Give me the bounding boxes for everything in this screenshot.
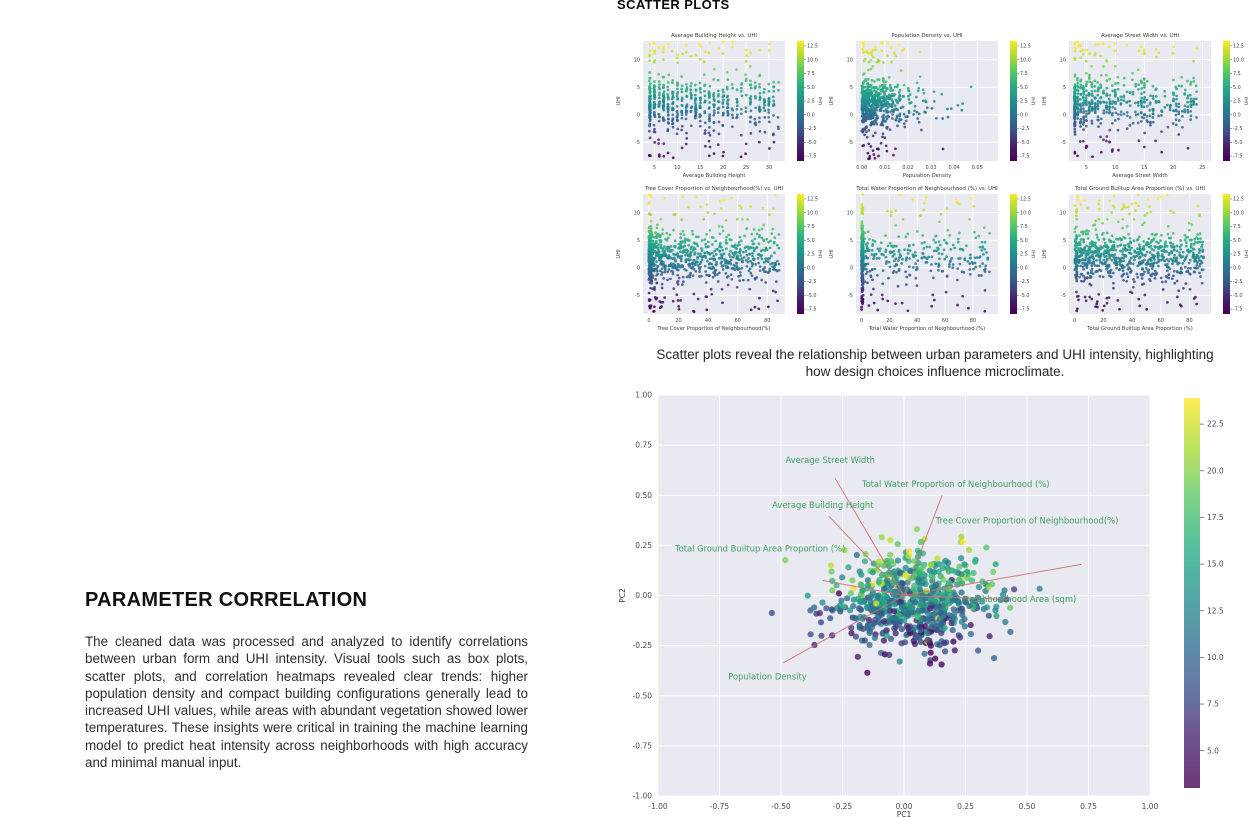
colorbar-tick-label: 12.5 bbox=[1233, 196, 1244, 203]
x-tick-label: 5 bbox=[652, 165, 657, 171]
colorbar-tick-label: 0.0 bbox=[1020, 265, 1028, 272]
x-tick-label: 20 bbox=[886, 318, 893, 324]
y-tick-label: 10 bbox=[1059, 57, 1066, 64]
x-tick-label: -0.75 bbox=[709, 802, 730, 811]
colorbar-tick-label: 10.0 bbox=[807, 210, 818, 217]
x-tick-label: 25 bbox=[1199, 165, 1206, 171]
colorbar-tick-label: -7.5 bbox=[1233, 306, 1243, 313]
y-tick-label: 5 bbox=[849, 238, 853, 245]
y-axis-title: PC2 bbox=[618, 588, 627, 603]
y-tick-label: 5 bbox=[1062, 85, 1066, 92]
colorbar-tick-label: 12.5 bbox=[1020, 43, 1031, 50]
scatter-water-proportion-vs-uhi-container bbox=[826, 182, 1039, 335]
colorbar bbox=[1184, 398, 1200, 788]
y-tick-label: 0.25 bbox=[635, 540, 652, 550]
colorbar-tick-label: 2.5 bbox=[1020, 251, 1028, 258]
colorbar-title: UHI bbox=[1032, 96, 1037, 106]
colorbar-tick-label: -2.5 bbox=[1233, 279, 1243, 286]
colorbar-title: UHI bbox=[819, 249, 824, 259]
y-axis-title: UHI bbox=[829, 96, 835, 106]
x-tick-label: 40 bbox=[704, 318, 712, 324]
y-tick-label: 0.75 bbox=[635, 440, 652, 450]
colorbar-tick-label: -5.0 bbox=[1233, 139, 1243, 146]
y-tick-label: -5 bbox=[1061, 140, 1066, 147]
y-tick-label: 0.00 bbox=[635, 591, 652, 601]
scatter-population-density-vs-uhi bbox=[826, 29, 1039, 181]
colorbar-tick-label: 5.0 bbox=[807, 237, 815, 244]
scatter-tree-cover-vs-uhi-container bbox=[613, 182, 826, 335]
colorbar-tick-label: -7.5 bbox=[807, 153, 817, 160]
colorbar-tick-label: -7.5 bbox=[1020, 153, 1030, 160]
colorbar-tick-label: -5.0 bbox=[1020, 292, 1030, 299]
colorbar-tick-label: 22.5 bbox=[1207, 419, 1224, 429]
chart-title: Average Street Width vs. UHI bbox=[1100, 33, 1180, 39]
x-tick-label: 0.01 bbox=[879, 165, 891, 171]
y-axis-title: UHI bbox=[1042, 249, 1048, 259]
parameter-correlation-body: The cleaned data was processed and analyzed to identify correlations between urban form and UHI intensity. Visual tools such as box plots, scatter plots, and correlation heatmaps revealed clear trends: higher population density and compact building configurations generally lead to increased UHI values, while areas with abundant vegetation showed lower temperatures. These insights were critical in training the machine learning model to predict heat intensity across neighborhoods with high accuracy and minimal manual input. bbox=[85, 634, 528, 771]
loading-label: Neighbourhood Area (sqm) bbox=[962, 594, 1077, 605]
y-axis-title: UHI bbox=[829, 249, 835, 259]
loading-label: Average Street Width bbox=[785, 455, 875, 466]
x-tick-label: 0.50 bbox=[1018, 802, 1036, 811]
colorbar-tick-label: 12.5 bbox=[1233, 43, 1244, 50]
x-tick-label: -0.50 bbox=[771, 802, 791, 811]
colorbar-tick-label: -7.5 bbox=[1233, 153, 1243, 160]
x-tick-label: 0.05 bbox=[971, 165, 983, 171]
section-title-parameter-correlation: PARAMETER CORRELATION bbox=[85, 589, 368, 611]
x-tick-label: 0 bbox=[859, 318, 864, 324]
colorbar-tick-label: 12.5 bbox=[807, 43, 818, 50]
x-axis-title: Total Ground Builtup Area Proportion (%) bbox=[1087, 326, 1193, 332]
colorbar bbox=[1223, 194, 1230, 314]
x-tick-label: 30 bbox=[765, 165, 773, 171]
colorbar-tick-label: -7.5 bbox=[807, 306, 817, 313]
colorbar-tick-label: 10.0 bbox=[1207, 652, 1224, 662]
colorbar-tick-label: 7.5 bbox=[1020, 71, 1028, 78]
colorbar bbox=[797, 194, 804, 314]
y-tick-label: -0.75 bbox=[632, 741, 652, 751]
x-tick-label: 0.04 bbox=[948, 165, 960, 171]
y-tick-label: -5 bbox=[848, 293, 853, 300]
x-tick-label: 20 bbox=[1170, 165, 1177, 171]
x-tick-label: 0.00 bbox=[895, 802, 913, 811]
colorbar-tick-label: 5.0 bbox=[1233, 84, 1241, 91]
y-tick-label: 0 bbox=[636, 265, 640, 272]
x-tick-label: 80 bbox=[1186, 318, 1193, 324]
x-tick-label: 60 bbox=[1157, 318, 1164, 324]
y-axis-title: UHI bbox=[616, 249, 622, 259]
colorbar-tick-label: 2.5 bbox=[807, 251, 815, 258]
x-tick-label: 0.02 bbox=[902, 165, 914, 171]
x-tick-label: 20 bbox=[675, 318, 682, 324]
y-tick-label: 0.50 bbox=[635, 490, 652, 500]
parameter-correlation-section bbox=[85, 589, 528, 771]
x-tick-label: 5 bbox=[1084, 165, 1088, 171]
x-tick-label: 15 bbox=[697, 165, 704, 171]
colorbar-tick-label: -2.5 bbox=[807, 279, 817, 286]
x-tick-label: 0 bbox=[1073, 318, 1077, 324]
y-tick-label: 5 bbox=[849, 85, 853, 92]
colorbar bbox=[797, 41, 804, 161]
colorbar-tick-label: 7.5 bbox=[1233, 71, 1241, 78]
y-tick-label: -5 bbox=[1061, 293, 1066, 300]
x-axis-title: Average Building Height bbox=[682, 173, 746, 179]
colorbar-tick-label: 10.0 bbox=[1020, 210, 1031, 217]
scatter-building-height-vs-uhi-container bbox=[613, 29, 826, 182]
y-tick-label: 5 bbox=[1062, 238, 1066, 245]
y-tick-label: 10 bbox=[633, 57, 640, 64]
colorbar-tick-label: -5.0 bbox=[807, 292, 817, 299]
y-tick-label: 0 bbox=[849, 265, 853, 272]
colorbar-tick-label: 5.0 bbox=[1233, 237, 1241, 244]
colorbar-tick-label: 0.0 bbox=[1020, 112, 1028, 119]
y-tick-label: -1.00 bbox=[632, 791, 652, 801]
colorbar-tick-label: 0.0 bbox=[1233, 265, 1241, 272]
colorbar-tick-label: 7.5 bbox=[807, 224, 815, 231]
colorbar-tick-label: 0.0 bbox=[807, 112, 815, 119]
colorbar-tick-label: 20.0 bbox=[1207, 466, 1224, 476]
y-tick-label: 10 bbox=[633, 210, 640, 217]
y-axis-title: UHI bbox=[616, 96, 622, 106]
colorbar-tick-label: -2.5 bbox=[1233, 126, 1243, 133]
colorbar-tick-label: 2.5 bbox=[1020, 98, 1028, 105]
x-axis-title: Population Density bbox=[902, 173, 952, 179]
scatter-street-width-vs-uhi-container bbox=[1039, 29, 1252, 182]
colorbar-tick-label: -5.0 bbox=[1233, 292, 1243, 299]
y-tick-label: 10 bbox=[846, 210, 853, 217]
colorbar-title: UHI bbox=[1245, 96, 1250, 106]
x-tick-label: 0.25 bbox=[957, 802, 974, 811]
x-tick-label: 0.00 bbox=[856, 165, 868, 171]
colorbar bbox=[1010, 41, 1017, 161]
x-tick-label: 0 bbox=[647, 318, 651, 324]
colorbar bbox=[1010, 194, 1017, 314]
y-tick-label: 10 bbox=[846, 57, 853, 64]
colorbar-tick-label: 2.5 bbox=[1233, 98, 1241, 105]
colorbar-title: UHI bbox=[1245, 249, 1250, 259]
section-title-scatter-plots: SCATTER PLOTS bbox=[617, 0, 730, 12]
colorbar-tick-label: -2.5 bbox=[1020, 279, 1030, 286]
scatter-tree-cover-vs-uhi bbox=[613, 182, 826, 334]
colorbar-tick-label: 12.5 bbox=[1020, 196, 1031, 203]
colorbar-title: UHI bbox=[1032, 249, 1037, 259]
x-tick-label: 20 bbox=[719, 165, 727, 171]
colorbar-tick-label: 10.0 bbox=[807, 57, 818, 64]
loading-label: Total Water Proportion of Neighbourhood (%) bbox=[861, 479, 1050, 490]
scatter-street-width-vs-uhi bbox=[1039, 29, 1252, 181]
colorbar bbox=[1223, 41, 1230, 161]
pca-biplot-chart bbox=[612, 388, 1253, 817]
y-tick-label: 0 bbox=[1062, 112, 1066, 119]
scatter-plots-grid bbox=[613, 29, 1252, 335]
x-axis-title: Tree Cover Proportion of Neighbourhood(%) bbox=[657, 326, 771, 332]
colorbar-tick-label: 5.0 bbox=[1020, 84, 1028, 91]
chart-title: Total Water Proportion of Neighbourhood (%) vs. UHI bbox=[856, 186, 998, 192]
x-tick-label: -0.25 bbox=[832, 802, 853, 811]
x-tick-label: 20 bbox=[1100, 318, 1107, 324]
pca-biplot bbox=[612, 388, 1253, 817]
caption-line-2: how design choices influence microclimate. bbox=[805, 364, 1065, 379]
y-tick-label: 0 bbox=[1062, 265, 1066, 272]
loading-label: Average Building Height bbox=[772, 499, 874, 510]
colorbar-tick-label: -5.0 bbox=[1020, 139, 1030, 146]
y-tick-label: 5 bbox=[636, 85, 640, 92]
x-axis-title: PC1 bbox=[896, 810, 912, 817]
colorbar-tick-label: 2.5 bbox=[1233, 251, 1241, 258]
y-tick-label: 1.00 bbox=[635, 390, 652, 400]
colorbar-tick-label: 12.5 bbox=[807, 196, 818, 203]
colorbar-tick-label: 15.0 bbox=[1207, 559, 1224, 569]
chart-title: Population Density vs. UHI bbox=[891, 33, 963, 39]
colorbar-tick-label: 10.0 bbox=[1020, 57, 1031, 64]
chart-title: Average Building Height vs. UHI bbox=[671, 33, 757, 39]
colorbar-tick-label: 7.5 bbox=[1020, 224, 1028, 231]
x-tick-label: 80 bbox=[764, 318, 771, 324]
y-tick-label: -0.50 bbox=[632, 691, 652, 701]
colorbar-tick-label: 5.0 bbox=[807, 84, 815, 91]
scatter-population-density-vs-uhi-container bbox=[826, 29, 1039, 182]
x-axis-title: Total Water Proportion of Neighbourhood (%) bbox=[868, 326, 986, 332]
y-tick-label: 5 bbox=[636, 238, 640, 245]
colorbar-tick-label: 17.5 bbox=[1207, 513, 1224, 523]
scatter-plots-caption bbox=[615, 346, 1253, 380]
scatter-building-height-vs-uhi bbox=[613, 29, 826, 181]
x-tick-label: 40 bbox=[914, 318, 921, 324]
chart-title: Tree Cover Proportion of Neighbourhood(%) vs. UHI bbox=[644, 186, 784, 192]
x-tick-label: 0.75 bbox=[1080, 802, 1097, 811]
y-axis-title: UHI bbox=[1042, 96, 1048, 106]
caption-line-1: Scatter plots reveal the relationship between urban parameters and UHI intensity, highlighting bbox=[656, 347, 1214, 362]
colorbar-tick-label: 0.0 bbox=[807, 265, 815, 272]
colorbar-tick-label: 0.0 bbox=[1233, 112, 1241, 119]
x-tick-label: 0.03 bbox=[925, 165, 937, 171]
x-axis-title: Average Street Width bbox=[1112, 173, 1168, 179]
chart-title: Total Ground Builtup Area Proportion (%) vs. UHI bbox=[1074, 186, 1206, 192]
scatter-builtup-area-vs-uhi bbox=[1039, 182, 1252, 334]
loading-label: Population Density bbox=[728, 671, 807, 682]
x-tick-label: 40 bbox=[1128, 318, 1136, 324]
x-tick-label: 25 bbox=[742, 165, 750, 171]
colorbar-tick-label: -5.0 bbox=[807, 139, 817, 146]
colorbar-tick-label: 10.0 bbox=[1233, 210, 1244, 217]
x-tick-label: 10 bbox=[674, 165, 681, 171]
colorbar-title: UHI bbox=[819, 96, 824, 106]
colorbar-tick-label: 5.0 bbox=[1207, 746, 1219, 756]
colorbar-tick-label: 10.0 bbox=[1233, 57, 1244, 64]
loading-label: Tree Cover Proportion of Neighbourhood(%) bbox=[935, 515, 1119, 526]
y-tick-label: -5 bbox=[635, 140, 640, 147]
scatter-builtup-area-vs-uhi-container bbox=[1039, 182, 1252, 335]
colorbar-tick-label: 7.5 bbox=[1233, 224, 1241, 231]
x-tick-label: 1.00 bbox=[1141, 802, 1159, 811]
x-tick-label: 10 bbox=[1112, 165, 1119, 171]
scatter-water-proportion-vs-uhi bbox=[826, 182, 1039, 334]
loading-label: Total Ground Builtup Area Proportion (%) bbox=[674, 543, 846, 554]
x-tick-label: 15 bbox=[1141, 165, 1148, 171]
y-tick-label: 0 bbox=[849, 112, 853, 119]
y-tick-label: 10 bbox=[1059, 210, 1066, 217]
colorbar-tick-label: 12.5 bbox=[1207, 606, 1224, 616]
colorbar-tick-label: 5.0 bbox=[1020, 237, 1028, 244]
y-tick-label: -5 bbox=[848, 140, 853, 147]
colorbar-tick-label: -2.5 bbox=[807, 126, 817, 133]
x-tick-label: -1.00 bbox=[648, 802, 668, 811]
x-tick-label: 60 bbox=[941, 318, 949, 324]
y-tick-label: 0 bbox=[636, 112, 640, 119]
colorbar-tick-label: -2.5 bbox=[1020, 126, 1030, 133]
y-tick-label: -5 bbox=[635, 293, 640, 300]
colorbar-tick-label: 2.5 bbox=[807, 98, 815, 105]
y-tick-label: -0.25 bbox=[632, 641, 652, 651]
x-tick-label: 60 bbox=[734, 318, 741, 324]
x-tick-label: 80 bbox=[969, 318, 977, 324]
colorbar-tick-label: 7.5 bbox=[807, 71, 815, 78]
colorbar-tick-label: -7.5 bbox=[1020, 306, 1030, 313]
colorbar-tick-label: 7.5 bbox=[1207, 699, 1219, 709]
